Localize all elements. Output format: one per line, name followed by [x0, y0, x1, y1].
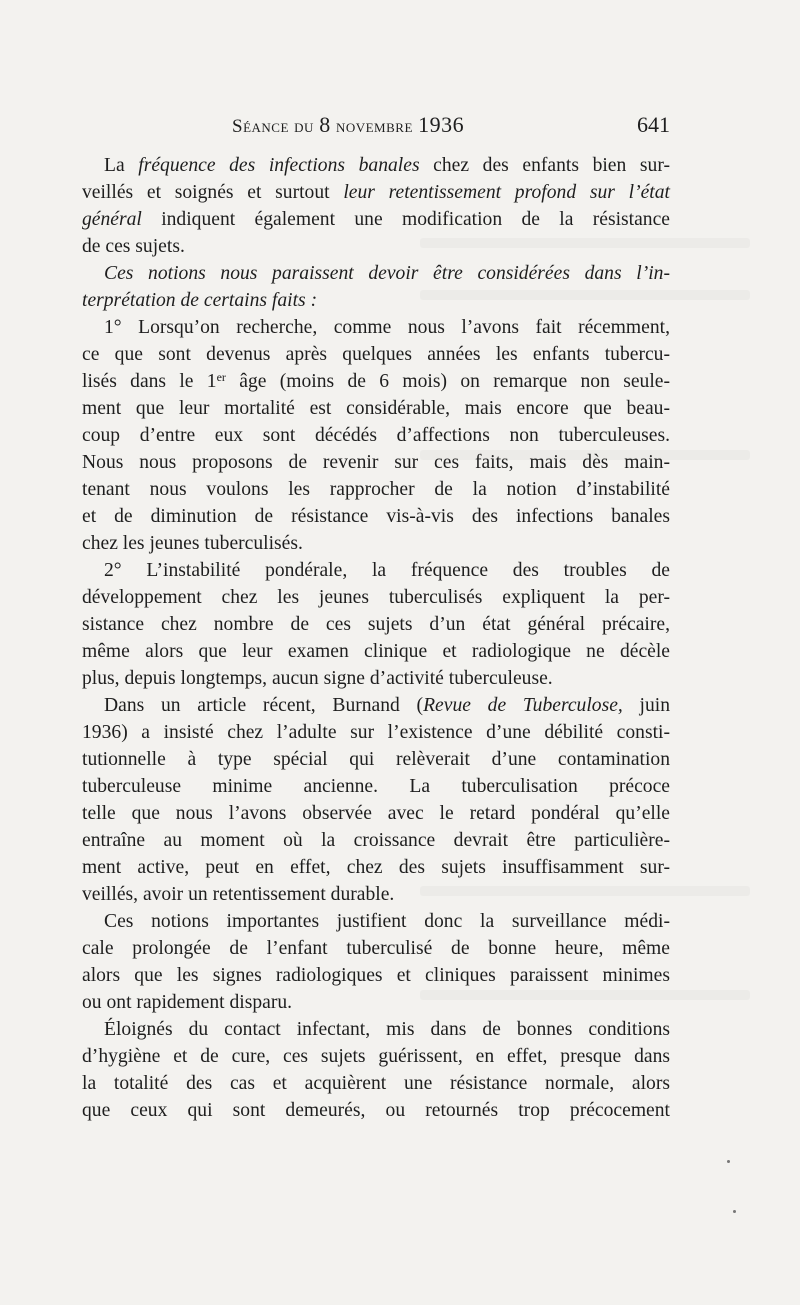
text-line	[82, 368, 670, 395]
text-line	[82, 1043, 670, 1070]
text-span: 1936) a insisté chez l’adulte sur l’existence d’une débilité consti-	[82, 722, 670, 743]
text-line	[82, 638, 670, 665]
text-span: entraîne au moment où la croissance devrait être particulière-	[82, 830, 670, 851]
page-number: 641	[637, 112, 670, 137]
text-span: d’hygiène et de cure, ces sujets guérissent, en effet, presque dans	[82, 1046, 670, 1067]
text-line	[82, 260, 670, 287]
text-span: ou ont rapidement disparu.	[82, 992, 293, 1013]
text-line	[82, 611, 670, 638]
text-span: Ces notions importantes justifient donc la surveillance médi-	[104, 911, 670, 932]
text-span: et de diminution de résistance vis-à-vis des infections banales	[82, 506, 670, 527]
text-line	[82, 692, 670, 719]
bleed-through	[420, 290, 750, 300]
text-line	[82, 827, 670, 854]
text-line	[82, 854, 670, 881]
bleed-through	[420, 886, 750, 896]
text-line	[82, 557, 670, 584]
text-span: plus, depuis longtemps, aucun signe d’activité tuberculeuse.	[82, 668, 553, 689]
text-line	[82, 584, 670, 611]
text-line	[82, 665, 670, 692]
text-span: de ces sujets.	[82, 236, 185, 257]
italic-span: Ces notions nous paraissent devoir être considérées dans l’in-	[104, 263, 670, 284]
superscript: er	[216, 370, 226, 384]
text-span: ce que sont devenus après quelques années les enfants tubercu-	[82, 344, 670, 365]
text-span: veillés, avoir un retentissement durable.	[82, 884, 395, 905]
text-span: La	[104, 155, 139, 176]
text-line	[82, 773, 670, 800]
text-span: chez des enfants bien sur-	[419, 155, 670, 176]
page-header	[82, 112, 670, 142]
text-span: Dans un article récent, Burnand (	[104, 695, 424, 716]
running-title-day: 8	[319, 112, 331, 137]
paper-speck	[733, 1210, 736, 1213]
running-title-prefix: Séance du	[232, 116, 320, 137]
text-span: ment active, peut en effet, chez des sujets insuffisamment sur-	[82, 857, 670, 878]
text-span: alors que les signes radiologiques et cliniques paraissent minimes	[82, 965, 670, 986]
text-span: développement chez les jeunes tuberculisés expliquent la per-	[82, 587, 670, 608]
text-line	[82, 962, 670, 989]
text-span: même alors que leur examen clinique et radiologique ne décèle	[82, 641, 670, 662]
text-line	[82, 422, 670, 449]
bleed-through	[420, 238, 750, 248]
text-span: indiquent également une modification de la résistance	[141, 209, 670, 230]
italic-span: général	[82, 209, 142, 230]
text-line	[82, 395, 670, 422]
bleed-through	[420, 990, 750, 1000]
italic-span: fréquence des infections banales	[138, 155, 420, 176]
text-span: que ceux qui sont demeurés, ou retournés trop précocement	[82, 1100, 670, 1121]
italic-span: leur retentissement profond sur l’état	[343, 182, 670, 203]
text-line	[82, 476, 670, 503]
running-title-month: novembre	[330, 116, 419, 137]
text-span: sistance chez nombre de ces sujets d’un état général précaire,	[82, 614, 670, 635]
text-line	[82, 719, 670, 746]
text-line	[82, 530, 670, 557]
bleed-through	[420, 450, 750, 460]
italic-span: terprétation de certains faits :	[82, 290, 318, 311]
text-span: tenant nous voulons les rapprocher de la notion d’instabilité	[82, 479, 670, 500]
text-span: coup d’entre eux sont décédés d’affections non tuberculeuses.	[82, 425, 670, 446]
text-line	[82, 935, 670, 962]
text-line	[82, 206, 670, 233]
running-title-year: 1936	[418, 112, 465, 137]
text-line	[82, 503, 670, 530]
text-span: tuberculeuse minime ancienne. La tuberculisation précoce	[82, 776, 670, 797]
running-title	[232, 112, 464, 138]
text-span: chez les jeunes tuberculisés.	[82, 533, 303, 554]
text-line	[82, 1070, 670, 1097]
text-span: cale prolongée de l’enfant tuberculisé de bonne heure, même	[82, 938, 670, 959]
text-span: Éloignés du contact infectant, mis dans de bonnes conditions	[104, 1019, 670, 1040]
text-line	[82, 314, 670, 341]
text-span: juin	[622, 695, 670, 716]
text-span: veillés et soignés et surtout	[82, 182, 344, 203]
text-span: 2° L’instabilité pondérale, la fréquence des troubles de	[104, 560, 670, 581]
text-span: ment que leur mortalité est considérable, mais encore que beau-	[82, 398, 670, 419]
text-line	[82, 341, 670, 368]
text-span: Nous nous proposons de revenir sur ces faits, mais dès main-	[82, 452, 670, 473]
text-line	[82, 1097, 670, 1124]
italic-span: Revue de Tuberculose,	[423, 695, 623, 716]
text-line	[82, 908, 670, 935]
text-line	[82, 746, 670, 773]
paper-speck	[727, 1160, 730, 1163]
text-span: telle que nous l’avons observée avec le retard pondéral qu’elle	[82, 803, 670, 824]
text-span: âge (moins de 6 mois) on remarque non seule-	[225, 371, 670, 392]
text-span: lisés dans le 1	[82, 371, 217, 392]
text-span: tutionnelle à type spécial qui relèverait d’une contamination	[82, 749, 670, 770]
text-span: la totalité des cas et acquièrent une résistance normale, alors	[82, 1073, 670, 1094]
text-line	[82, 800, 670, 827]
text-span: 1° Lorsqu’on recherche, comme nous l’avons fait récemment,	[104, 317, 670, 338]
text-line	[82, 179, 670, 206]
text-line	[82, 152, 670, 179]
text-line	[82, 1016, 670, 1043]
